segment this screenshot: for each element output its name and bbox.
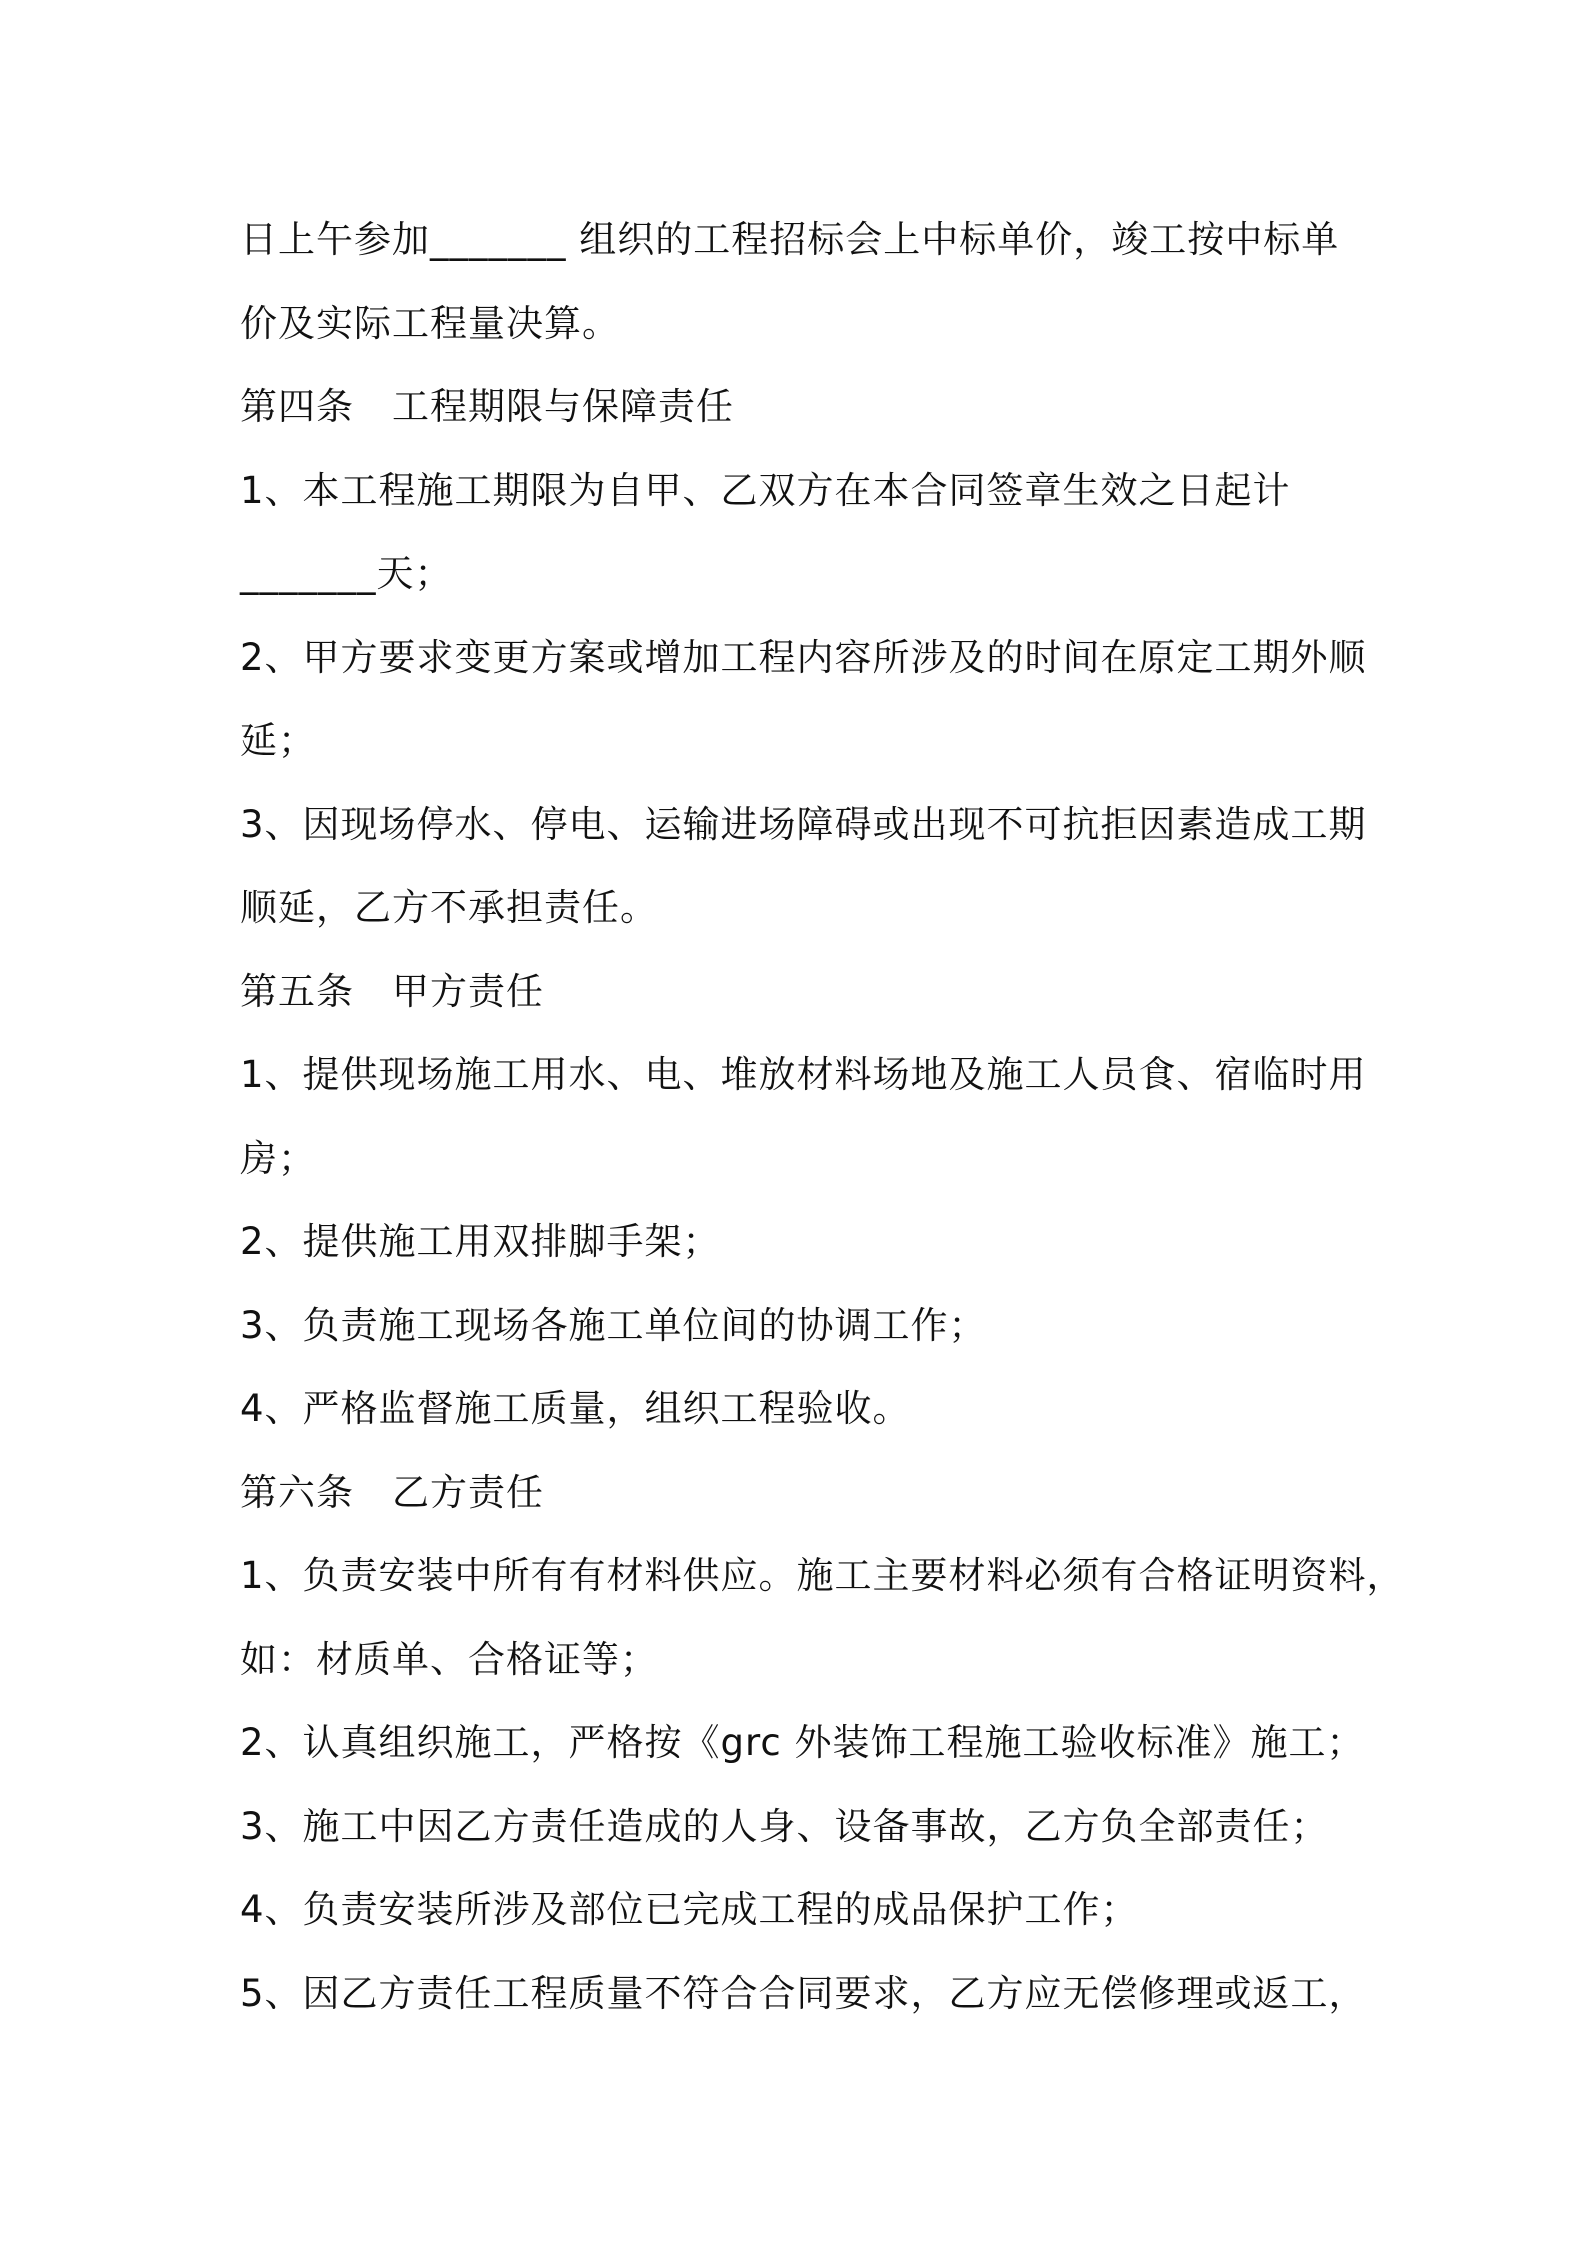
text-line: _______天； — [240, 552, 453, 595]
text-line: 1、本工程施工期限为自甲、乙双方在本合同签章生效之日起计 — [240, 468, 1291, 512]
text-line: 3、施工中因乙方责任造成的人身、设备事故，乙方负全部责任； — [240, 1804, 1329, 1848]
text-line: 2、提供施工用双排脚手架； — [240, 1220, 721, 1263]
text-line: 4、严格监督施工质量，组织工程验收。 — [240, 1387, 911, 1430]
text-line: 5、因乙方责任工程质量不符合合同要求，乙方应无偿修理或返工， — [240, 1971, 1367, 2015]
text-line: 2、甲方要求变更方案或增加工程内容所涉及的时间在原定工期外顺 — [240, 635, 1367, 679]
text-line: 价及实际工程量决算。 — [240, 301, 620, 345]
text-line: 1、负责安装中所有有材料供应。施工主要材料必须有合格证明资料， — [240, 1554, 1405, 1597]
text-line: 4、负责安装所涉及部位已完成工程的成品保护工作； — [240, 1888, 1139, 1931]
section-heading: 第六条 乙方责任 — [240, 1470, 544, 1514]
text-line: 1、提供现场施工用水、电、堆放材料场地及施工人员食、宿临时用 — [240, 1053, 1367, 1096]
text-line: 3、负责施工现场各施工单位间的协调工作； — [240, 1303, 987, 1347]
text-line: 顺延，乙方不承担责任。 — [240, 886, 658, 929]
section-heading: 第五条 甲方责任 — [240, 969, 544, 1013]
document-body — [240, 198, 1405, 2035]
text-line: 房； — [240, 1136, 316, 1180]
text-line: 日上午参加_______ 组织的工程招标会上中标单价，竣工按中标单 — [240, 218, 1340, 261]
text-line: 延； — [240, 719, 316, 762]
text-line: 如：材质单、合格证等； — [240, 1637, 658, 1681]
section-heading: 第四条 工程期限与保障责任 — [240, 385, 734, 428]
text-line: 3、因现场停水、停电、运输进场障碍或出现不可抗拒因素造成工期 — [240, 802, 1367, 846]
text-line: 2、认真组织施工，严格按《grc 外装饰工程施工验收标准》施工； — [240, 1721, 1365, 1764]
